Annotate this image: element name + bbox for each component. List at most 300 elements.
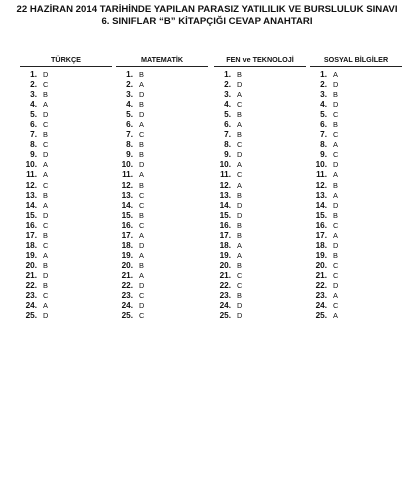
answer-row [310,170,402,180]
question-number: 25. [121,311,133,321]
column-header: SOSYAL BİLGİLER [310,55,402,67]
answer-row [310,241,402,251]
answer-row [214,281,306,291]
answer-row [20,271,112,281]
answer-row [214,211,306,221]
answer-letter: A [139,230,144,240]
question-number: 14. [219,200,231,210]
question-number: 17. [315,230,327,240]
answer-letter: A [333,190,338,200]
question-number: 20. [315,260,327,270]
answer-row [116,281,208,291]
answer-letter: B [43,190,48,200]
answer-letter: A [237,240,242,250]
answer-letter: C [139,220,145,230]
question-number: 13. [25,190,37,200]
answer-letter: C [139,200,145,210]
question-number: 7. [30,130,37,140]
question-number: 2. [30,80,37,90]
answer-row [214,271,306,281]
answer-letter: A [43,100,48,110]
answer-row [214,301,306,311]
question-number: 12. [121,180,133,190]
answer-letter: C [333,130,339,140]
question-number: 19. [219,250,231,260]
answer-row [310,140,402,150]
question-number: 11. [220,170,231,180]
subject-column-matematik [116,55,208,321]
question-number: 23. [25,291,37,301]
question-number: 18. [25,240,37,250]
question-number: 16. [219,220,231,230]
answer-row [20,231,112,241]
answer-row [20,311,112,321]
question-number: 19. [121,250,133,260]
question-number: 7. [320,130,327,140]
question-number: 11. [26,170,37,180]
question-number: 2. [224,80,231,90]
answer-row [20,90,112,100]
answer-letter: A [43,200,48,210]
answer-letter: D [43,110,49,120]
question-number: 11. [316,170,327,180]
answer-letter: A [237,250,242,260]
answer-letter: B [139,180,144,190]
answer-row [310,191,402,201]
subject-column-turkce [20,55,112,321]
answer-row [116,120,208,130]
answer-letter: C [139,130,145,140]
answer-row [310,251,402,261]
answer-row [214,201,306,211]
answer-letter: C [333,270,339,280]
answer-letter: B [43,260,48,270]
answer-row [214,231,306,241]
answer-row [310,110,402,120]
answer-row [116,110,208,120]
question-number: 24. [25,301,37,311]
answer-row [20,140,112,150]
answer-letter: C [237,281,243,290]
answer-row [116,130,208,140]
answer-letter: B [237,70,242,80]
answer-letter: C [139,190,145,200]
answer-row [310,70,402,80]
answer-letter: A [333,140,338,150]
booklet-subtitle: 6. SINIFLAR “B” KİTAPÇIĞI CEVAP ANAHTARI [101,16,313,27]
question-number: 4. [320,100,327,110]
answer-letter: B [237,260,242,270]
answer-row [310,100,402,110]
question-number: 17. [25,230,37,240]
question-number: 1. [30,70,37,80]
answer-row [116,150,208,160]
answer-letter: B [333,250,338,260]
question-number: 10. [121,160,133,170]
question-number: 18. [121,240,133,250]
answer-letter: A [139,250,144,260]
answer-row [310,301,402,311]
answer-letter: B [333,180,338,190]
answer-letter: A [43,250,48,260]
answer-letter: B [237,230,242,240]
answer-letter: B [139,150,144,160]
answer-letter: D [333,281,339,290]
answer-row [116,201,208,211]
answer-letter: A [43,170,48,180]
answer-letter: B [237,110,242,120]
question-number: 6. [224,120,231,130]
answer-letter: C [43,140,49,150]
question-number: 14. [315,200,327,210]
answer-letter: C [333,260,339,270]
column-header: FEN ve TEKNOLOJİ [214,55,306,67]
answer-row [214,90,306,100]
answer-letter: D [43,70,49,80]
question-number: 13. [315,190,327,200]
answer-letter: D [237,301,243,311]
answer-letter: C [237,170,243,180]
answer-letter: D [333,200,339,210]
question-number: 24. [315,301,327,311]
answer-row [214,150,306,160]
question-number: 25. [25,311,37,321]
answer-row [116,181,208,191]
answer-letter: D [43,311,49,321]
answer-letter: D [237,200,243,210]
answer-letter: B [43,90,48,100]
subject-column-fen [214,55,306,321]
question-number: 1. [224,70,231,80]
answer-row [214,140,306,150]
question-number: 10. [25,160,37,170]
exam-title: 22 HAZİRAN 2014 TARİHİNDE YAPILAN PARASIZ YATILILIK VE BURSLULUK SINAVI [16,4,398,15]
answer-row [116,140,208,150]
question-number: 7. [126,130,133,140]
answer-row [20,301,112,311]
answer-letter: A [139,270,144,280]
question-number: 4. [126,100,133,110]
answer-letter: B [237,291,242,301]
answer-row [310,281,402,291]
question-number: 8. [30,140,37,150]
answer-letter: B [43,230,48,240]
answer-letter: A [333,70,338,80]
answer-row [310,311,402,321]
question-number: 20. [219,260,231,270]
answer-letter: D [237,210,243,220]
question-number: 15. [219,210,231,220]
question-number: 6. [30,120,37,130]
answer-row [20,291,112,301]
question-number: 16. [25,220,37,230]
answer-row [20,191,112,201]
column-header: MATEMATİK [116,55,208,67]
answer-row [20,130,112,140]
answer-row [116,160,208,170]
answer-row [20,80,112,90]
answer-row [116,70,208,80]
question-number: 16. [315,220,327,230]
answer-row [116,241,208,251]
answer-row [310,150,402,160]
answer-letter: C [43,80,49,90]
answer-letter: B [333,90,338,100]
answer-letter: D [43,270,49,280]
question-number: 20. [121,260,133,270]
answer-row [310,221,402,231]
question-number: 2. [126,80,133,90]
answer-letter: D [139,90,145,100]
answer-row [310,271,402,281]
answer-letter: A [139,120,144,130]
question-number: 15. [25,210,37,220]
answer-letter: D [333,80,339,90]
answer-letter: C [237,140,243,150]
question-number: 6. [320,120,327,130]
answer-letter: C [237,270,243,280]
answer-row [214,120,306,130]
answer-letter: A [237,90,242,100]
answer-letter: A [139,170,144,180]
question-number: 14. [121,200,133,210]
answer-letter: A [333,230,338,240]
question-number: 1. [126,70,133,80]
answer-row [214,181,306,191]
question-number: 21. [25,270,37,280]
answer-row [310,211,402,221]
answer-letter: B [237,190,242,200]
question-number: 22. [121,281,133,290]
question-number: 3. [224,90,231,100]
answer-row [20,150,112,160]
question-number: 15. [315,210,327,220]
answer-row [310,120,402,130]
question-number: 8. [224,140,231,150]
answer-letter: C [43,180,49,190]
answer-letter: C [139,291,145,301]
answer-letter: A [333,311,338,321]
question-number: 4. [224,100,231,110]
answer-row [20,120,112,130]
question-number: 5. [126,110,133,120]
question-number: 18. [219,240,231,250]
answer-row [116,170,208,180]
question-number: 4. [30,100,37,110]
question-number: 3. [320,90,327,100]
answer-row [310,261,402,271]
answer-row [20,170,112,180]
answer-letter: C [43,220,49,230]
answer-row [310,130,402,140]
answer-row [20,100,112,110]
answer-row [214,221,306,231]
answer-row [116,211,208,221]
answer-row [214,130,306,140]
answer-row [116,80,208,90]
answer-row [214,291,306,301]
answer-row [20,160,112,170]
answer-letter: B [237,130,242,140]
question-number: 23. [121,291,133,301]
answer-row [116,261,208,271]
answer-letter: C [237,100,243,110]
question-number: 8. [126,140,133,150]
answer-row [214,100,306,110]
answer-row [310,160,402,170]
answer-row [214,170,306,180]
answer-row [214,70,306,80]
answer-letter: B [237,220,242,230]
answer-letter: A [237,160,242,170]
question-number: 25. [219,311,231,321]
answer-row [20,241,112,251]
answer-row [116,231,208,241]
question-number: 22. [219,281,231,290]
question-number: 9. [320,150,327,160]
answer-row [20,181,112,191]
answer-letter: B [139,260,144,270]
answer-letter: D [139,240,145,250]
answer-letter: C [333,301,339,311]
answer-row [20,251,112,261]
answer-row [214,191,306,201]
answer-letter: B [333,210,338,220]
question-number: 19. [315,250,327,260]
question-number: 3. [30,90,37,100]
question-number: 13. [219,190,231,200]
question-number: 23. [315,291,327,301]
question-number: 22. [25,281,37,290]
question-number: 18. [315,240,327,250]
question-number: 14. [25,200,37,210]
answer-letter: C [139,311,145,321]
answer-letter: A [139,80,144,90]
question-number: 15. [121,210,133,220]
answer-row [116,301,208,311]
question-number: 6. [126,120,133,130]
question-number: 21. [315,270,327,280]
answer-row [20,261,112,271]
answer-row [214,251,306,261]
column-header: TÜRKÇE [20,55,112,67]
answer-row [116,251,208,261]
question-number: 2. [320,80,327,90]
answer-row [214,110,306,120]
answer-letter: D [139,160,145,170]
answer-letter: C [43,240,49,250]
question-number: 5. [320,110,327,120]
answer-row [116,90,208,100]
question-number: 9. [126,150,133,160]
answer-letter: C [333,150,339,160]
question-number: 10. [219,160,231,170]
answer-letter: B [43,130,48,140]
answer-row [310,291,402,301]
answer-row [310,231,402,241]
question-number: 17. [121,230,133,240]
answer-letter: D [333,160,339,170]
question-number: 20. [25,260,37,270]
answer-letter: B [139,70,144,80]
answer-letter: D [43,210,49,220]
answer-row [20,221,112,231]
question-number: 9. [30,150,37,160]
answer-letter: D [139,281,145,290]
answer-letter: A [43,301,48,311]
answer-row [214,80,306,90]
subject-column-sosyal [310,55,402,321]
answer-row [20,110,112,120]
question-number: 19. [25,250,37,260]
answer-row [20,201,112,211]
question-number: 1. [320,70,327,80]
answer-letter: D [237,80,243,90]
question-number: 12. [315,180,327,190]
answer-letter: D [237,311,243,321]
question-number: 21. [219,270,231,280]
answer-row [310,80,402,90]
answer-row [116,191,208,201]
answer-row [310,201,402,211]
answer-row [310,181,402,191]
answer-letter: C [43,291,49,301]
answer-row [116,221,208,231]
answer-letter: C [333,220,339,230]
question-number: 21. [121,270,133,280]
question-number: 24. [121,301,133,311]
question-number: 25. [315,311,327,321]
answer-row [214,160,306,170]
answer-letter: C [43,120,49,130]
answer-letter: A [43,160,48,170]
answer-letter: A [237,180,242,190]
answer-row [116,100,208,110]
answer-row [214,311,306,321]
answer-row [310,90,402,100]
answer-letter: D [43,150,49,160]
question-number: 5. [30,110,37,120]
question-number: 9. [224,150,231,160]
question-number: 3. [126,90,133,100]
answer-row [20,70,112,80]
answer-letter: B [43,281,48,290]
question-number: 13. [121,190,133,200]
answer-row [116,271,208,281]
question-number: 8. [320,140,327,150]
answer-letter: B [139,210,144,220]
question-number: 12. [219,180,231,190]
question-number: 22. [315,281,327,290]
answer-letter: A [333,291,338,301]
answer-row [116,291,208,301]
answer-row [116,311,208,321]
question-number: 17. [219,230,231,240]
answer-letter: D [139,110,145,120]
answer-letter: D [333,240,339,250]
question-number: 11. [122,170,133,180]
question-number: 10. [315,160,327,170]
answer-letter: D [139,301,145,311]
answer-letter: D [237,150,243,160]
answer-row [214,241,306,251]
answer-letter: A [237,120,242,130]
question-number: 7. [224,130,231,140]
answer-letter: B [139,100,144,110]
answer-row [20,211,112,221]
answer-row [20,281,112,291]
question-number: 23. [219,291,231,301]
